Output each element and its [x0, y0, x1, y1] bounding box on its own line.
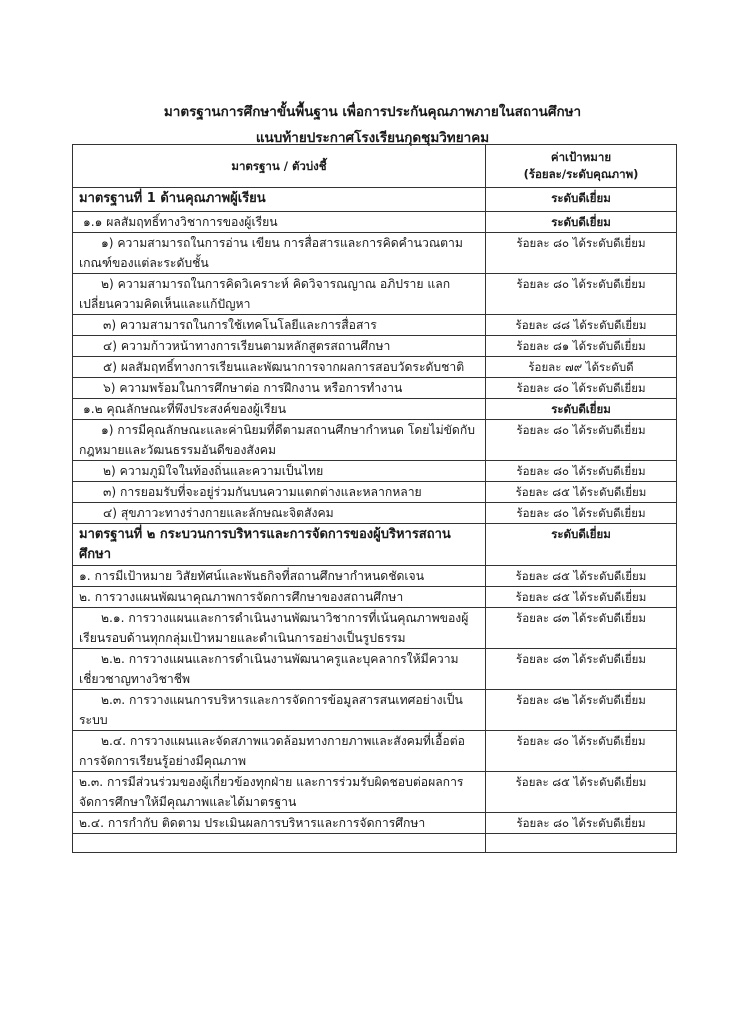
indicator-cell: ๖) ความพร้อมในการศึกษาต่อ การฝึกงาน หรือการทำงาน — [73, 378, 486, 399]
indicator-cell: ๒.๑. การวางแผนและการดำเนินงานพัฒนาวิชาการที่เน้นคุณภาพของผู้เรียนรอบด้านทุกกลุ่มเป้าหมายและดำเนินการอย่างเป็นรูปธรรม — [73, 608, 486, 649]
indicator-cell: ๑.๒ คุณลักษณะที่พึงประสงค์ของผู้เรียน — [73, 399, 486, 420]
indicator-cell: ๒.๔. การวางแผนและจัดสภาพแวดล้อมทางกายภาพและสังคมที่เอื้อต่อการจัดการเรียนรู้อย่างมีคุณภาพ — [73, 731, 486, 772]
indicator-cell: ๓) ความสามารถในการใช้เทคโนโลยีและการสื่อสาร — [73, 315, 486, 336]
indicator-cell: ๒.๔. การกำกับ ติดตาม ประเมินผลการบริหารและการจัดการศึกษา — [73, 813, 486, 834]
target-cell: ร้อยละ ๘๘ ได้ระดับดีเยี่ยม — [486, 315, 677, 336]
indicator-cell: ๑. การมีเป้าหมาย วิสัยทัศน์และพันธกิจที่สถานศึกษากำหนดชัดเจน — [73, 566, 486, 587]
table-row — [73, 378, 677, 399]
document-subtitle: แนบท้ายประกาศโรงเรียนกุดชุมวิทยาคม — [255, 130, 490, 146]
target-cell: ร้อยละ ๘๐ ได้ระดับดีเยี่ยม — [486, 813, 677, 834]
indicator-cell: ๑) การมีคุณลักษณะและค่านิยมที่ดีตามสถานศึกษากำหนด โดยไม่ขัดกับกฎหมายและวัฒนธรรมอันดีของสังคม — [73, 420, 486, 461]
empty-cell — [73, 834, 486, 853]
indicator-cell: ๒) ความสามารถในการคิดวิเคราะห์ คิดวิจารณญาณ อภิปราย แลกเปลี่ยนความคิดเห็นและแก้ปัญหา — [73, 274, 486, 315]
standard-heading: มาตรฐานที่ ๒ กระบวนการบริหารและการจัดการของผู้บริหารสถานศึกษา — [73, 524, 486, 566]
indicator-cell: ๒.๓. การวางแผนการบริหารและการจัดการข้อมูลสารสนเทศอย่างเป็นระบบ — [73, 690, 486, 731]
target-cell: ร้อยละ ๘๐ ได้ระดับดีเยี่ยม — [486, 461, 677, 482]
indicator-cell: ๒.๒. การวางแผนและการดำเนินงานพัฒนาครูและบุคลากรให้มีความเชี่ยวชาญทางวิชาชีพ — [73, 649, 486, 690]
target-cell: ร้อยละ ๘๐ ได้ระดับดีเยี่ยม — [486, 274, 677, 315]
col-header-standard: มาตรฐาน / ตัวบ่งชี้ — [73, 145, 486, 188]
table-row — [73, 233, 677, 274]
indicator-cell: ๔) สุขภาวะทางร่างกายและลักษณะจิตสังคม — [73, 503, 486, 524]
indicator-cell: ๔) ความก้าวหน้าทางการเรียนตามหลักสูตรสถานศึกษา — [73, 336, 486, 357]
table-row — [73, 813, 677, 834]
target-cell: ร้อยละ ๘๐ ได้ระดับดีเยี่ยม — [486, 420, 677, 461]
indicator-cell: ๑.๑ ผลสัมฤทธิ์ทางวิชาการของผู้เรียน — [73, 212, 486, 233]
table-row — [73, 399, 677, 420]
table-row — [73, 461, 677, 482]
table-row — [73, 608, 677, 649]
target-cell: ระดับดีเยี่ยม — [486, 524, 677, 566]
target-cell: ร้อยละ ๘๐ ได้ระดับดีเยี่ยม — [486, 731, 677, 772]
col-header-target — [486, 145, 677, 188]
table-row — [73, 357, 677, 378]
table-row — [73, 772, 677, 813]
target-cell: ร้อยละ ๘๐ ได้ระดับดีเยี่ยม — [486, 233, 677, 274]
target-cell: ระดับดีเยี่ยม — [486, 399, 677, 420]
standard-heading: มาตรฐานที่ 1 ด้านคุณภาพผู้เรียน — [73, 188, 486, 212]
indicator-cell: ๓) การยอมรับที่จะอยู่ร่วมกันบนความแตกต่างและหลากหลาย — [73, 482, 486, 503]
target-cell: ร้อยละ ๗๙ ได้ระดับดี — [486, 357, 677, 378]
target-cell: ร้อยละ ๘๕ ได้ระดับดีเยี่ยม — [486, 587, 677, 608]
target-cell: ร้อยละ ๘๓ ได้ระดับดีเยี่ยม — [486, 608, 677, 649]
indicator-cell: ๕) ผลสัมฤทธิ์ทางการเรียนและพัฒนาการจากผลการสอบวัดระดับชาติ — [73, 357, 486, 378]
table-row — [73, 566, 677, 587]
table-row — [73, 420, 677, 461]
target-cell: ร้อยละ ๘๐ ได้ระดับดีเยี่ยม — [486, 503, 677, 524]
target-cell: ร้อยละ ๘๒ ได้ระดับดีเยี่ยม — [486, 690, 677, 731]
table-row — [73, 315, 677, 336]
table-row — [73, 482, 677, 503]
col-header-target-line1: ค่าเป้าหมาย — [550, 150, 612, 164]
indicator-cell: ๒.๓. การมีส่วนร่วมของผู้เกี่ยวข้องทุกฝ่าย และการร่วมรับผิดชอบต่อผลการจัดการศึกษาให้มีคุณภาพและได้มาตรฐาน — [73, 772, 486, 813]
table-row — [73, 731, 677, 772]
standards-table — [72, 144, 677, 853]
table-row — [73, 587, 677, 608]
target-cell: ระดับดีเยี่ยม — [486, 188, 677, 212]
indicator-cell: ๑) ความสามารถในการอ่าน เขียน การสื่อสารและการคิดคำนวณตามเกณฑ์ของแต่ละระดับชั้น — [73, 233, 486, 274]
col-header-target-line2: (ร้อยละ/ระดับคุณภาพ) — [523, 167, 639, 181]
table-row — [73, 336, 677, 357]
target-cell: ร้อยละ ๘๑ ได้ระดับดีเยี่ยม — [486, 336, 677, 357]
target-cell: ระดับดีเยี่ยม — [486, 212, 677, 233]
table-row-empty — [73, 834, 677, 853]
table-row — [73, 212, 677, 233]
table-row — [73, 690, 677, 731]
table-header-row — [73, 145, 677, 188]
table-row — [73, 188, 677, 212]
table-row — [73, 649, 677, 690]
table-row — [73, 503, 677, 524]
target-cell: ร้อยละ ๘๕ ได้ระดับดีเยี่ยม — [486, 772, 677, 813]
empty-cell — [486, 834, 677, 853]
target-cell: ร้อยละ ๘๕ ได้ระดับดีเยี่ยม — [486, 482, 677, 503]
target-cell: ร้อยละ ๘๕ ได้ระดับดีเยี่ยม — [486, 566, 677, 587]
indicator-cell: ๒. การวางแผนพัฒนาคุณภาพการจัดการศึกษาของสถานศึกษา — [73, 587, 486, 608]
table-row — [73, 524, 677, 566]
indicator-cell: ๒) ความภูมิใจในท้องถิ่นและความเป็นไทย — [73, 461, 486, 482]
table-row — [73, 274, 677, 315]
target-cell: ร้อยละ ๘๐ ได้ระดับดีเยี่ยม — [486, 378, 677, 399]
target-cell: ร้อยละ ๘๓ ได้ระดับดีเยี่ยม — [486, 649, 677, 690]
document-title: มาตรฐานการศึกษาขั้นพื้นฐาน เพื่อการประกันคุณภาพภายในสถานศึกษา — [163, 104, 582, 120]
